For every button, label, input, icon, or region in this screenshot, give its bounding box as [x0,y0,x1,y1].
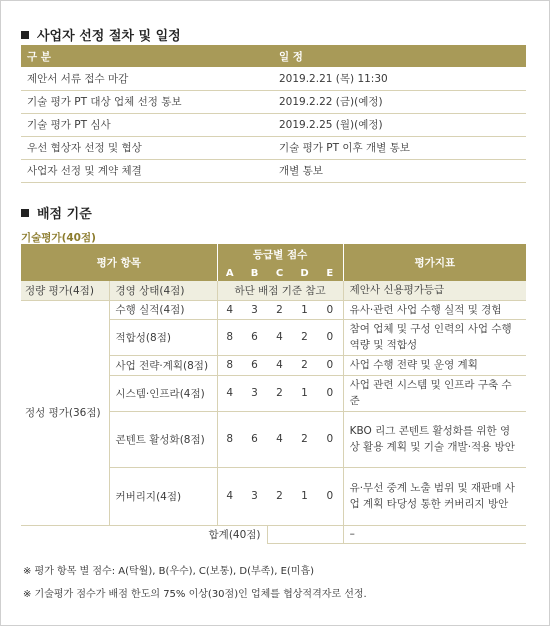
schedule-step: 기술 평가 PT 대상 업체 선정 통보 [21,90,273,113]
grade-score: 4 [267,319,292,355]
table-row [21,300,526,319]
grade-letter: C [267,265,292,281]
eval-item: 시스템·인프라(4점) [109,375,217,411]
schedule-date: 2019.2.21 (목) 11:30 [273,67,526,90]
table-row [21,281,526,300]
grade-score: 4 [217,375,242,411]
eval-indicator: 유·무선 중계 노출 범위 및 재판매 사업 계획 타당성 통한 커버리지 방안 [343,467,526,525]
grade-score: 2 [267,375,292,411]
eval-indicator: 참여 업체 및 구성 인력의 사업 수행 역량 및 적합성 [343,319,526,355]
table-row-total [21,525,526,543]
section-title-schedule: 사업자 선정 절차 및 일정 [21,25,181,44]
eval-indicator: 유사·관련 사업 수행 실적 및 경험 [343,300,526,319]
table-row [21,90,526,113]
square-bullet-icon [21,31,29,39]
grade-score: 6 [242,319,267,355]
eval-item: 사업 전략·계획(8점) [109,355,217,375]
table-row [21,113,526,136]
eval-item: 커버리지(4점) [109,467,217,525]
section-title-scoring: 배점 기준 [21,203,92,222]
eval-indicator: 사업 관련 시스템 및 인프라 구축 수준 [343,375,526,411]
grade-score: 1 [292,375,317,411]
header-schedule: 일 정 [273,45,526,67]
schedule-step: 제안서 서류 접수 마감 [21,67,273,90]
grade-score: 0 [317,300,343,319]
scoring-header-row [21,244,526,265]
total-indicator: – [343,525,526,543]
note-grade-legend: ※ 평가 항목 별 점수: A(탁월), B(우수), C(보통), D(부족), E(미흡) [23,566,315,577]
header-grade-score: 등급별 점수 [217,244,343,265]
grade-score: 0 [317,375,343,411]
eval-indicator: 사업 수행 전략 및 운영 계획 [343,355,526,375]
grade-score: 2 [292,319,317,355]
grade-score: 4 [267,411,292,467]
schedule-header-row [21,45,526,67]
grade-score: 3 [242,375,267,411]
grade-score: 0 [317,355,343,375]
grade-score: 3 [242,467,267,525]
schedule-date: 2019.2.22 (금)(예정) [273,90,526,113]
grade-letter: E [317,265,343,281]
grade-score: 0 [317,467,343,525]
grade-score: 4 [267,355,292,375]
header-indicator: 평가지표 [343,244,526,281]
grade-note: 하단 배점 기준 참고 [217,281,343,300]
grade-score: 8 [217,355,242,375]
grade-score: 0 [317,319,343,355]
grade-score: 0 [317,411,343,467]
table-row [21,159,526,182]
schedule-date: 기술 평가 PT 이후 개별 통보 [273,136,526,159]
schedule-table [21,45,526,183]
eval-item: 경영 상태(4점) [109,281,217,300]
grade-score: 8 [217,319,242,355]
eval-item: 콘텐트 활성화(8점) [109,411,217,467]
group-label-quant: 정량 평가(4점) [21,281,109,300]
grade-score: 4 [217,300,242,319]
note-threshold: ※ 기술평가 점수가 배점 한도의 75% 이상(30점)인 업체를 협상적격자로 선정. [23,589,367,600]
grade-letter: B [242,265,267,281]
eval-item: 적합성(8점) [109,319,217,355]
schedule-step: 우선 협상자 선정 및 협상 [21,136,273,159]
schedule-date: 개별 통보 [273,159,526,182]
header-category: 구 분 [21,45,273,67]
grade-letter: D [292,265,317,281]
schedule-date: 2019.2.25 (월)(예정) [273,113,526,136]
schedule-step: 사업자 선정 및 계약 체결 [21,159,273,182]
eval-indicator: 제안사 신용평가등급 [343,281,526,300]
table-row [21,136,526,159]
schedule-step: 기술 평가 PT 심사 [21,113,273,136]
grade-score: 8 [217,411,242,467]
grade-score: 1 [292,467,317,525]
grade-score: 1 [292,300,317,319]
total-spacer [267,525,343,543]
group-label-qual: 정성 평가(36점) [21,300,109,525]
grade-score: 2 [267,300,292,319]
subtitle-tech-eval: 기술평가(40점) [21,232,96,244]
table-row [21,67,526,90]
header-eval-item: 평가 항목 [21,244,217,281]
grade-score: 2 [292,411,317,467]
grade-score: 6 [242,411,267,467]
scoring-table [21,244,526,544]
grade-letter: A [217,265,242,281]
grade-score: 2 [292,355,317,375]
eval-item: 수행 실적(4점) [109,300,217,319]
total-label: 합계(40점) [21,525,267,543]
grade-score: 3 [242,300,267,319]
eval-indicator: KBO 리그 콘텐트 활성화를 위한 영상 활용 계획 및 기술 개발·적용 방안 [343,411,526,467]
square-bullet-icon [21,209,29,217]
grade-score: 6 [242,355,267,375]
grade-score: 4 [217,467,242,525]
grade-score: 2 [267,467,292,525]
